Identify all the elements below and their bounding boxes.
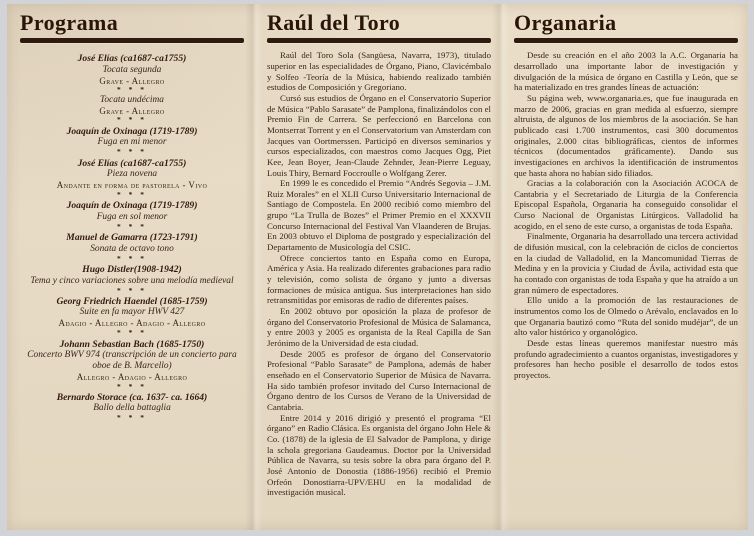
- program-line-composer: Joaquín de Oxinaga (1719-1789): [66, 200, 198, 212]
- program-line-work: Tocata undécima: [100, 94, 164, 105]
- program-line-work: Suite en fa mayor HWV 427: [79, 307, 185, 318]
- program-line-work: Sonata de octavo tono: [90, 243, 174, 254]
- bio-paragraphs: [267, 50, 491, 498]
- program-line-work: Ballo della battaglia: [93, 403, 171, 414]
- program-line-sep: * * *: [116, 85, 147, 95]
- column-bio: [254, 4, 501, 530]
- program-line-composer: Georg Friedrich Haendel (1685-1759): [56, 296, 208, 308]
- column-programa: [7, 4, 254, 530]
- program-list: [20, 50, 244, 423]
- program-line-sep: * * *: [116, 147, 147, 157]
- paragraph: Desde su creación en el año 2003 la A.C. Organaria ha desarrollado una importante labor de investigación y divulgación de la música de órgano en Castilla y León, que se ha materializado en tres grandes líneas de actuación:: [513, 50, 738, 93]
- organaria-paragraphs: [514, 50, 738, 380]
- program-line-composer: Johann Sebastian Bach (1685-1750): [59, 338, 205, 350]
- paragraph: Finalmente, Organaria ha desarrollado una tercera actividad de difusión musical, con la celebración de ciclos de conciertos en la ciudad de Valladolid, en la Mancomunidad Tierras de Medina y en la provicia y Ciudad de Ávila, actividad esta que ha contado con organistas de toda España y que ha atraído a un gran número de espectadores.: [513, 231, 738, 295]
- program-line-movements: Grave - Allegro: [99, 75, 165, 86]
- brochure-page: [7, 4, 748, 530]
- program-line-sep: * * *: [116, 381, 147, 391]
- paragraph: En 2002 obtuvo por oposición la plaza de profesor de órgano del Conservatorio Profesional de Música de Salamanca, y entre 2003 y 2005 es organista de la Real Capilla de San Jerónimo de la Universidad de esta ciudad.: [266, 306, 491, 349]
- program-line-sep: * * *: [116, 328, 147, 338]
- paragraph: Raúl del Toro Sola (Sangüesa, Navarra, 1973), titulado superior en las especialidades de Órgano, Piano, Clavicémbalo y Solfeo -Teoría de la Música, habiendo realizado también estudios de Composición y Gregoriano.: [266, 50, 491, 93]
- program-line-movements: Grave - Allegro: [99, 105, 165, 116]
- program-line-work: Tocata segunda: [102, 64, 162, 75]
- program-line-movements: Andante en forma de pastorela - Vivo: [56, 180, 208, 191]
- program-line-work: Concerto BWV 974 (transcripción de un concierto para oboe de B. Marcello): [27, 349, 237, 371]
- programa-title: Programa: [20, 10, 119, 35]
- program-line-composer: Joaquín de Oxinaga (1719-1789): [66, 125, 198, 137]
- paragraph: Entre 2014 y 2016 dirigió y presentó el programa “El órgano” en Radio Clásica. Es organista del órgano John Hele & Co. (1878) de la iglesia de El Salvador de Pamplona, y dirige la schola gregoriana Gaudeamus. Doctor por la Universidad Pública de Navarra, su tesis sobre la obra para órgano del P. José Antonio de Donostia (1886-1956) recibió el Premio Orfeón Donostiarra-UPV/EHU en la modalidad de investigación musical.: [266, 412, 491, 498]
- program-line-movements: Adagio - Allegro - Adagio - Allegro: [58, 318, 206, 329]
- program-line-sep: * * *: [116, 189, 147, 199]
- program-line-work: Tema y cinco variaciones sobre una melodía medieval: [30, 275, 234, 286]
- paragraph: Su página web, www.organaria.es, que fue inaugurada en marzo de 2006, gracias en gran medida al esfuerzo, siempre altruista, de algunos de los miembros de la asociación. Se han publicado casi 1.700 instrumentos, casi 300 documentos originales, 2.000 citas bibliográficas, cientos de informes técnicos (documentados gráficamente). Dando sus investigaciones en archivos la identificación de instrumentos que hasta ahora no habían sido filiados.: [513, 92, 738, 178]
- organaria-title: Organaria: [513, 10, 617, 35]
- paragraph: Ello unido a la promoción de las restauraciones de instrumentos como los de Olmedo o Arévalo, enclavados en lo que Organaria bautizó como “Ruta del sonido mudéjar”, de un alto valor histórico y organológico.: [513, 295, 738, 338]
- program-line-composer: José Elías (ca1687-ca1755): [77, 157, 187, 169]
- bio-title: Raúl del Toro: [266, 10, 401, 35]
- column-organaria: [501, 4, 748, 530]
- program-line-work: Fuga en sol menor: [96, 211, 168, 222]
- program-line-sep: * * *: [116, 285, 147, 295]
- program-line-movements: Allegro - Adagio - Allegro: [76, 371, 188, 382]
- paragraph: Ofrece conciertos tanto en España como en Europa, América y Asia. Ha realizado diferentes grabaciones para radio y televisión, como solista de órgano y junto a diversas formaciones de música antigua. Sus interpretaciones han sido retransmitidas por emisoras de radio de diferentes países.: [266, 252, 491, 306]
- program-line-sep: * * *: [116, 253, 147, 263]
- paragraph: Gracias a la colaboración con la Asociación ACOCA de Cantabria y el Secretariado de Liturgia de la Conferencia Episcopal Española, Organaria ha conseguido consolidar el Curso Nacional de Organistas Litúrgicos. Valladolid ha acogido, en el seno de este curso, a organistas de toda España.: [513, 178, 738, 231]
- program-line-sep: * * *: [116, 413, 147, 423]
- program-line-work: Pieza novena: [106, 169, 158, 180]
- paragraph: Desde 2005 es profesor de órgano del Conservatorio Profesional “Pablo Sarasate” de Pamplona, además de haber enseñado en el Conservatorio Superior de Música de Navarra. Ha sido también profesor invitado del Curso Internacional de Órgano dentro de los Cursos de Verano de la Universidad de Cantabria.: [266, 348, 491, 412]
- program-line-work: Fuga en mi menor: [97, 137, 167, 148]
- paragraph: Desde estas líneas queremos manifestar nuestro más profundo agradecimiento a cuantos organistas, investigadores y profesores han hecho posible el desarrollo de todos estos proyectos.: [513, 338, 738, 380]
- paragraph: En 1999 le es concedido el Premio “Andrés Segovia – J.M. Ruiz Morales” en el XLII Curso Universitario Internacional de Santiago de Compostela. En 2000 recibió como miembro del grupo “La Trulla de Bozes” el Primer Premio en el XXXVII Concurso Internacional del Festival Van Vlaanderen de Brujas. En 2003 obtuvo el Diploma de postgrado y especialización del Departamento de Musicología del CSIC.: [266, 178, 491, 253]
- bio-title-rule: [267, 38, 491, 43]
- programa-title-rule: [20, 38, 244, 43]
- program-line-sep: * * *: [116, 221, 147, 231]
- paragraph: Cursó sus estudios de Órgano en el Conservatorio Superior de Música “Pablo Sarasate” de Pamplona, finalizándolos con el Premio Fin de Carrera. Se perfeccionó en Barcelona con Montserrat Torrent y en el Conservatorium van Amsterdam con Jacques van Oortmerssen. Participó en diversos seminarios y cursos especializados, con maestros como Jacques Ogg, Piet Kee, Jean Boyer, Jean-Claude Zehnder, Jean-Pierre Leguay, Louis Thiry, Bernard Foccroulle o Wolfgang Zerer.: [266, 92, 491, 178]
- organaria-title-rule: [514, 38, 738, 43]
- program-line-composer: Hugo Distler(1908-1942): [82, 264, 182, 276]
- program-line-composer: José Elías (ca1687-ca1755): [77, 53, 187, 65]
- program-line-sep: * * *: [116, 115, 147, 125]
- program-line-composer: Bernardo Storace (ca. 1637- ca. 1664): [56, 392, 208, 404]
- program-line-composer: Manuel de Gamarra (1723-1791): [66, 232, 198, 244]
